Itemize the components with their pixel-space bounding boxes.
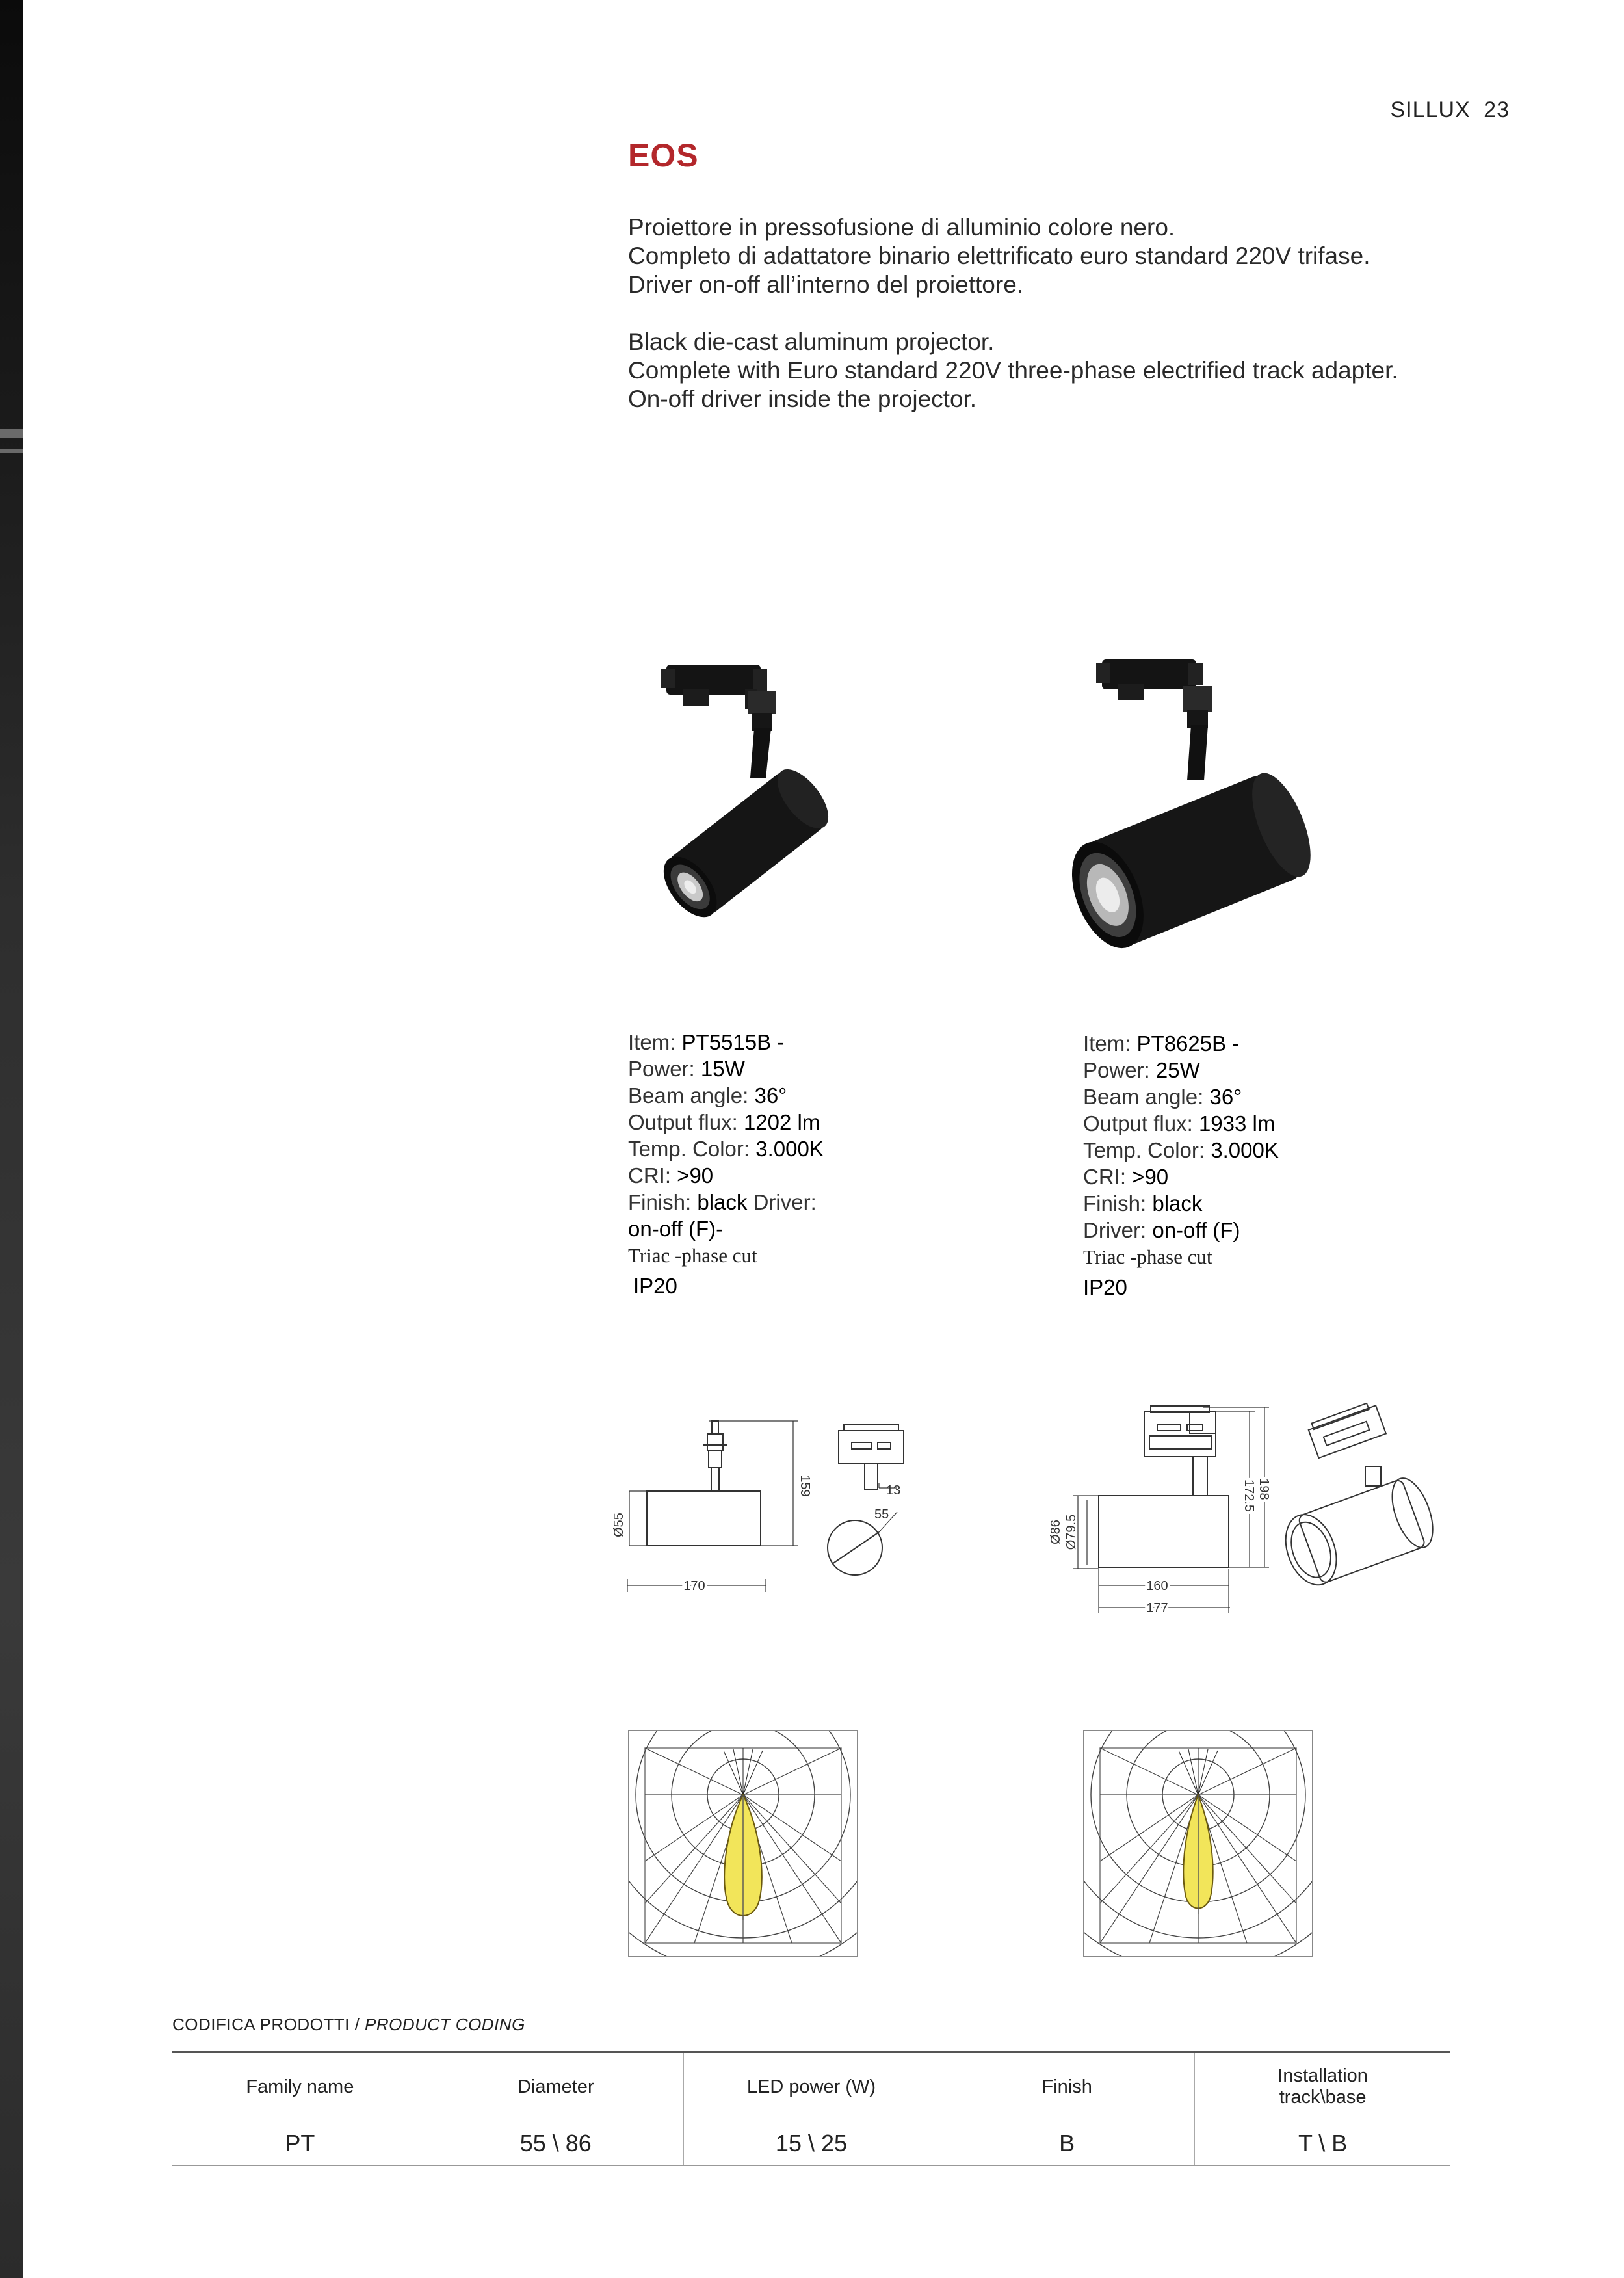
dim-height-159: 159	[798, 1475, 812, 1497]
spec-temp: Temp. Color: 3.000K	[1083, 1138, 1279, 1162]
photometric-diagram-pt8625b	[1083, 1730, 1313, 1957]
header-family-name: Family name	[172, 2052, 428, 2121]
table-header-row	[172, 2052, 1450, 2121]
value-led-power: 15 \ 25	[683, 2121, 939, 2166]
dim-diameter-79-5: Ø79.5	[1064, 1514, 1079, 1550]
description-english	[628, 328, 1473, 414]
spec-driver: on-off (F)-	[628, 1217, 724, 1241]
description-line: On-off driver inside the projector.	[628, 386, 977, 412]
spec-item: Item: PT8625B -	[1083, 1031, 1240, 1055]
description-line: Complete with Euro standard 220V three-phase electrified track adapter.	[628, 357, 1398, 384]
dim-diameter-86: Ø86	[1049, 1520, 1063, 1544]
spec-flux: Output flux: 1933 lm	[1083, 1111, 1276, 1135]
left-edge-bar	[0, 0, 23, 2278]
dim-length-177: 177	[1146, 1601, 1168, 1615]
dim-height-172-5: 172.5	[1242, 1479, 1256, 1513]
product-title: EOS	[628, 137, 699, 174]
spec-ip: IP20	[633, 1274, 677, 1298]
dim-length-160: 160	[1146, 1579, 1168, 1593]
dim-55: 55	[874, 1507, 889, 1522]
spec-triac: Triac -phase cut	[1083, 1245, 1212, 1268]
page-number: 23	[1484, 98, 1510, 122]
header-finish: Finish	[939, 2052, 1195, 2121]
specs-pt8625b	[1083, 1030, 1279, 1301]
technical-drawing-pt8625b	[1040, 1398, 1443, 1619]
spec-finish: Finish: black Driver:	[628, 1190, 817, 1214]
spec-power: Power: 15W	[628, 1057, 745, 1081]
value-finish: B	[939, 2121, 1195, 2166]
dim-height-198: 198	[1257, 1478, 1271, 1500]
description-line: Proiettore in pressofusione di alluminio colore nero.	[628, 214, 1175, 241]
description-line: Black die-cast aluminum projector.	[628, 328, 995, 355]
value-family-name: PT	[172, 2121, 428, 2166]
spec-finish: Finish: black	[1083, 1191, 1203, 1215]
value-installation: T \ B	[1195, 2121, 1450, 2166]
spec-ip: IP20	[1083, 1275, 1127, 1299]
description-italian	[628, 213, 1473, 299]
description-line: Completo di adattatore binario elettrificato euro standard 220V trifase.	[628, 243, 1370, 269]
product-coding-heading: CODIFICA PRODOTTI / PRODUCT CODING	[172, 2015, 525, 2034]
page-header	[1384, 98, 1510, 123]
spec-item: Item: PT5515B -	[628, 1030, 785, 1054]
dim-diameter-55: Ø55	[612, 1513, 626, 1537]
spec-temp: Temp. Color: 3.000K	[628, 1137, 824, 1161]
technical-drawing-pt5515b	[598, 1405, 949, 1613]
spec-flux: Output flux: 1202 lm	[628, 1110, 820, 1134]
product-photo-pt5515b	[618, 650, 852, 956]
spec-driver: Driver: on-off (F)	[1083, 1218, 1240, 1242]
spec-cri: CRI: >90	[628, 1163, 714, 1187]
dim-length-170: 170	[683, 1579, 705, 1593]
dim-13: 13	[886, 1483, 901, 1498]
header-led-power: LED power (W)	[683, 2052, 939, 2121]
header-installation: Installation track\base	[1195, 2052, 1450, 2121]
specs-pt5515b	[628, 1029, 824, 1299]
value-diameter: 55 \ 86	[428, 2121, 683, 2166]
spec-beam: Beam angle: 36°	[1083, 1085, 1242, 1109]
photometric-diagram-pt5515b	[628, 1730, 858, 1957]
product-coding-table	[172, 2051, 1450, 2166]
spec-triac: Triac -phase cut	[628, 1244, 757, 1267]
description-line: Driver on-off all’interno del proiettore.	[628, 271, 1024, 298]
brand-name: SILLUX	[1390, 98, 1471, 122]
header-diameter: Diameter	[428, 2052, 683, 2121]
product-photo-pt8625b	[1053, 650, 1326, 956]
spec-power: Power: 25W	[1083, 1058, 1200, 1082]
spec-cri: CRI: >90	[1083, 1165, 1169, 1189]
spec-beam: Beam angle: 36°	[628, 1083, 787, 1107]
table-row	[172, 2121, 1450, 2166]
